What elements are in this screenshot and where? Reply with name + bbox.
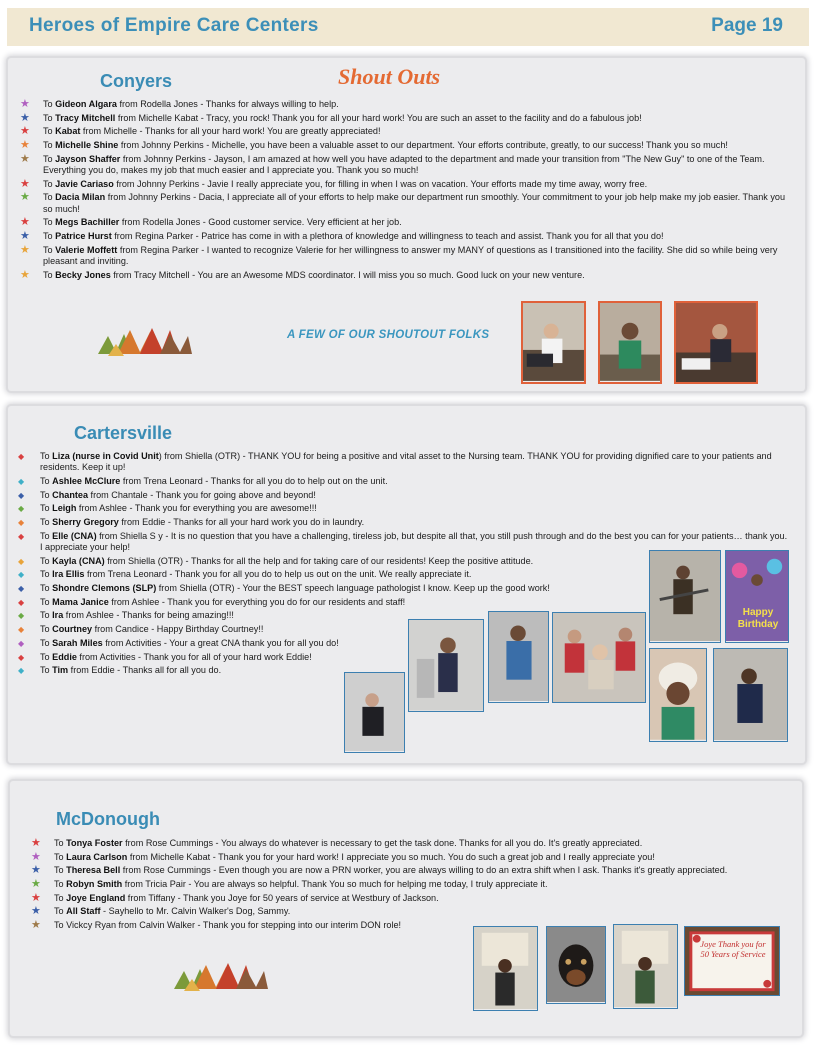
shoutout-message: from Shiella (OTR) - Your the BEST speech language pathologist I know. Keep up the good work! (156, 583, 550, 594)
shoutout-item (18, 489, 792, 501)
mcdonough-section (10, 781, 802, 1036)
star-bullet-icon: ★ (20, 191, 30, 204)
newsletter-title: Heroes of Empire Care Centers (29, 15, 319, 36)
shoutout-message: from Michelle Kabat - Tracy, you rock! Thank you for all your hard work! You are such an asset to the facility and do a fabulous job! (115, 112, 642, 123)
shoutout-prefix: To (40, 651, 53, 662)
shoutout-recipient: Liza (nurse in Covid Unit (52, 451, 159, 461)
shoutout-message: from Chantale - Thank you for going above and beyond! (88, 489, 316, 500)
shoutout-item (18, 451, 792, 474)
shoutout-recipient: Dacia Milan (55, 192, 106, 203)
staff-photo (521, 301, 586, 384)
shoutout-message: - Sayhello to Mr. Calvin Walker's Dog, Sammy. (100, 906, 291, 917)
conyers-section (8, 58, 805, 391)
diamond-bullet-icon: ◆ (18, 625, 25, 635)
shoutout-item (31, 864, 792, 877)
shoutout-item (20, 177, 791, 190)
shoutout-folks-caption: A FEW OF OUR SHOUTOUT FOLKS (287, 329, 490, 341)
shoutout-message: from Tiffany - Thank you Joye for 50 years of service at Westbury of Jackson. (125, 892, 439, 903)
shoutout-item (20, 268, 791, 281)
shoutout-message: from Regina Parker - I wanted to recognize Valerie for her willingness to answer my MANY of questions as I transitioned into the facility. She did so while being very pleasant and inviting. (43, 244, 778, 267)
shoutout-prefix: To (54, 879, 67, 890)
shoutout-item (18, 517, 792, 528)
shoutout-message: from Michelle - Thanks for all your hard work! You are greatly appreciated! (80, 126, 381, 137)
shoutout-prefix: To (43, 126, 56, 137)
shoutout-message: from Johnny Perkins - Jayson, I am amazed at how well you have adapted to the department and made your transition from "The New Guy" to one of the Team. Everything you do, makes my job that much easier and I appreciate you. Thank you so much! (43, 153, 765, 176)
shoutout-item (20, 216, 791, 229)
shoutout-recipient: Leigh (52, 503, 77, 514)
diamond-bullet-icon: ◆ (18, 518, 25, 528)
star-bullet-icon: ★ (20, 111, 30, 124)
staff-photo (649, 550, 721, 643)
shoutout-message: from Michelle Kabat - Thank you for your hard work! I appreciate you so much. You do such a great job and I really appreciate you! (127, 851, 655, 862)
page-number: Page 19 (711, 15, 783, 36)
shoutout-message: from Shiella (OTR) - Thanks for all the help and for taking care of our residents! Keep the positive attitude. (104, 555, 534, 566)
shoutout-item (20, 98, 791, 110)
diamond-bullet-icon: ◆ (18, 570, 25, 580)
shoutout-prefix: To (43, 192, 56, 203)
star-bullet-icon: ★ (20, 125, 30, 138)
staff-photo (344, 672, 405, 753)
shoutout-message: from Trena Leonard - Thanks for all you do to help out on the unit. (120, 475, 388, 486)
star-bullet-icon: ★ (20, 216, 30, 229)
diamond-bullet-icon: ◆ (18, 476, 25, 486)
shoutout-recipient: Laura Carlson (66, 851, 128, 862)
star-bullet-icon: ★ (31, 850, 41, 863)
conyers-title: Conyers (100, 71, 173, 91)
shoutout-prefix: To (40, 610, 53, 621)
shoutout-prefix: To (40, 555, 53, 566)
shoutout-prefix: To (40, 583, 53, 594)
star-bullet-icon: ★ (20, 243, 30, 256)
anniversary-cake-photo (684, 926, 780, 996)
shoutout-prefix: To (54, 865, 67, 876)
shoutout-prefix: To (40, 503, 53, 514)
shoutout-item (31, 837, 792, 849)
shoutout-message: from Tricia Pair - You are always so helpful. Thank You so much for helping me today, I truly appreciate it. (122, 879, 548, 890)
star-bullet-icon: ★ (20, 177, 30, 190)
shoutout-message: from Trena Leonard - Thank you for all you do to help us out on the unit. We really appreciate it. (84, 569, 472, 580)
shoutout-item (18, 665, 640, 676)
mcdonough-shoutout-list (31, 837, 792, 934)
shoutout-item (31, 919, 792, 932)
diamond-bullet-icon: ◆ (18, 584, 25, 594)
conyers-shoutout-list (20, 98, 791, 283)
shoutout-item (20, 125, 791, 138)
shoutout-recipient: Javie Cariaso (55, 178, 114, 189)
shoutout-prefix: To (54, 892, 67, 903)
staff-photo (713, 648, 788, 742)
staff-photo (552, 612, 646, 703)
shoutout-message: from Rodella Jones - Thanks for always willing to help. (116, 99, 339, 109)
shoutout-message: Vickcy Ryan from Calvin Walker - Thank you for stepping into our interim DON role! (66, 920, 402, 931)
shoutout-prefix: To (40, 451, 53, 461)
shoutout-recipient: Theresa Bell (66, 865, 121, 876)
shoutout-message: from Johnny Perkins - Dacia, I appreciate all of your efforts to help make our department run smoothly. Your commitment to your job help make my job easier. Thank you so much! (43, 192, 786, 214)
shoutout-prefix: To (43, 269, 56, 280)
diamond-bullet-icon: ◆ (18, 556, 25, 566)
cake-inscription: Joye Thank you for 50 Years of Service (700, 939, 766, 959)
star-bullet-icon: ★ (20, 230, 30, 243)
autumn-leaves-icon (170, 959, 270, 993)
shoutout-recipient: Sarah Miles (52, 637, 103, 648)
shoutout-prefix: To (40, 475, 53, 486)
diamond-bullet-icon: ◆ (18, 638, 25, 648)
shoutout-prefix: To (43, 244, 56, 255)
shoutout-message: from Ashlee - Thank you for everything you do for our residents and staff! (108, 596, 406, 607)
shoutout-recipient: Patrice Hurst (55, 231, 112, 242)
shoutout-item (18, 651, 640, 663)
shoutout-item (31, 891, 792, 904)
cartersville-title: Cartersville (74, 423, 173, 443)
shoutout-message: from Activities - Thank you for all of your hard work Eddie! (76, 651, 312, 662)
shoutout-message: from Shiella S y - It is no question that you have a challenging, tireless job, but despite all that, you still push through and do the best you can for your patients… thank you. I appreciate your help! (40, 530, 788, 553)
star-bullet-icon: ★ (31, 905, 41, 918)
shoutout-recipient: Megs Bachiller (55, 217, 120, 228)
shoutout-message: from Rodella Jones - Good customer service. Very efficient at her job. (119, 217, 402, 228)
birthday-photo (725, 550, 789, 643)
shoutout-prefix: To (43, 178, 56, 189)
shoutout-recipient: Joye England (66, 892, 126, 903)
shoutout-recipient: Ira Ellis (52, 569, 85, 580)
shoutout-item (31, 878, 792, 891)
shoutout-item (18, 637, 640, 649)
shout-outs-heading: Shout Outs (338, 64, 441, 89)
diamond-bullet-icon: ◆ (18, 652, 25, 662)
shoutout-item (18, 475, 792, 487)
dog-photo (546, 926, 606, 1004)
shoutout-prefix: To (54, 906, 67, 917)
star-bullet-icon: ★ (20, 139, 30, 152)
shoutout-recipient: Becky Jones (55, 269, 111, 280)
staff-photo (674, 301, 758, 384)
diamond-bullet-icon: ◆ (18, 490, 25, 500)
shoutout-item (18, 569, 640, 580)
shoutout-message: from Johnny Perkins - Javie I really appreciate you, for filling in when I was on vacation. Your efforts made my time away, worry free. (113, 178, 648, 189)
staff-photo (473, 926, 538, 1011)
shoutout-recipient: Ashlee McClure (52, 475, 121, 486)
shoutout-prefix: To (40, 665, 53, 676)
shoutout-recipient: Tonya Foster (66, 838, 123, 848)
shoutout-message: from Candice - Happy Birthday Courtney!! (92, 624, 264, 635)
star-bullet-icon: ★ (31, 864, 41, 877)
shoutout-prefix: To (43, 153, 56, 164)
shoutout-prefix: To (40, 517, 53, 528)
autumn-leaves-icon (94, 324, 194, 358)
shoutout-item (18, 610, 640, 621)
shoutout-item (20, 152, 791, 177)
staff-photo (613, 924, 678, 1009)
shoutout-item (18, 596, 640, 608)
shoutout-item (20, 139, 791, 152)
shoutout-message: from Rose Cummings - Even though you are now a PRN worker, you are always willing to do an extra shift when I ask. Thanks it's greatly appreciated. (120, 865, 728, 876)
diamond-bullet-icon: ◆ (18, 504, 25, 514)
shoutout-prefix: To (40, 530, 53, 541)
shoutout-message: from Regina Parker - Patrice has come in with a plethora of knowledge and willingness to teach and assist. Thank you for all that you do! (111, 231, 664, 242)
diamond-bullet-icon: ◆ (18, 611, 25, 621)
shoutout-prefix: To (40, 637, 53, 648)
shoutout-recipient: Robyn Smith (66, 879, 123, 890)
shoutout-recipient: Tim (52, 665, 69, 676)
diamond-bullet-icon: ◆ (18, 452, 25, 461)
star-bullet-icon: ★ (31, 919, 41, 932)
shoutout-prefix: To (43, 217, 56, 228)
shoutout-prefix: To (43, 231, 56, 242)
shoutout-recipient: All Staff (66, 906, 101, 917)
shoutout-item (20, 243, 791, 268)
mcdonough-title: McDonough (56, 809, 160, 829)
star-bullet-icon: ★ (20, 152, 30, 165)
shoutout-item (20, 111, 791, 124)
shoutout-message: from Rose Cummings - You always do whatever is necessary to get the task done. Thanks for all you do. It's greatly appreciated. (122, 838, 643, 848)
shoutout-message: from Ashlee - Thanks for being amazing!!! (63, 610, 234, 621)
shoutout-message: from Ashlee - Thank you for everything you are awesome!!! (76, 503, 317, 514)
shoutout-prefix: To (54, 920, 67, 931)
shoutout-prefix: To (54, 851, 67, 862)
shoutout-recipient: Eddie (52, 651, 77, 662)
shoutout-prefix: To (40, 569, 53, 580)
cartersville-section (8, 406, 805, 763)
star-bullet-icon: ★ (31, 837, 41, 849)
shoutout-prefix: To (40, 624, 53, 635)
shoutout-prefix: To (54, 838, 67, 848)
staff-photo (598, 301, 662, 384)
shoutout-recipient: Kayla (CNA) (52, 555, 105, 566)
happy-birthday-banner: Happy Birthday (737, 607, 779, 630)
shoutout-recipient: Tracy Mitchell (55, 112, 116, 123)
shoutout-prefix: To (43, 99, 56, 109)
diamond-bullet-icon: ◆ (18, 666, 25, 676)
shoutout-recipient: Chantea (52, 489, 89, 500)
shoutout-item (18, 555, 640, 567)
shoutout-message: from Activities - Your a great CNA thank you for all you do! (102, 637, 339, 648)
shoutout-prefix: To (40, 489, 53, 500)
shoutout-prefix: To (43, 112, 56, 123)
shoutout-item (18, 624, 640, 635)
diamond-bullet-icon: ◆ (18, 597, 25, 607)
star-bullet-icon: ★ (31, 891, 41, 904)
shoutout-recipient: Gideon Algara (55, 99, 117, 109)
shoutout-prefix: To (43, 140, 56, 151)
shoutout-recipient: Mama Janice (52, 596, 109, 607)
shoutout-recipient: Courtney (52, 624, 93, 635)
shoutout-prefix: To (40, 596, 53, 607)
page-header (7, 8, 809, 46)
shoutout-message: ) from Shiella (OTR) - THANK YOU for being a positive and vital asset to the Nursing team. THANK YOU for providing dignified care to your patients and residents. Keep it up! (40, 451, 772, 473)
shoutout-item (20, 191, 791, 215)
shoutout-item (31, 905, 792, 918)
diamond-bullet-icon: ◆ (18, 531, 25, 541)
shoutout-item (20, 230, 791, 243)
shoutout-message: from Tracy Mitchell - You are an Awesome MDS coordinator. I will miss you so much. Good luck on your new venture. (110, 269, 585, 280)
shoutout-item (18, 503, 792, 514)
shoutout-message: from Eddie - Thanks all for all you do. (68, 665, 222, 676)
shoutout-recipient: Valerie Moffett (55, 244, 118, 255)
shoutout-recipient: Elle (CNA) (52, 530, 97, 541)
staff-photo (408, 619, 484, 712)
shoutout-recipient: Michelle Shine (55, 140, 119, 151)
staff-photo (488, 611, 549, 703)
shoutout-message: from Johnny Perkins - Michelle, you have been a valuable asset to our department. Your efforts contribute, greatly, to our success! Thank you so much! (118, 140, 728, 151)
shoutout-message: from Eddie - Thanks for all your hard work you do in laundry. (118, 517, 365, 528)
shoutout-recipient: Kabat (55, 126, 81, 137)
shoutout-recipient: Jayson Shaffer (55, 153, 121, 164)
star-bullet-icon: ★ (20, 268, 30, 281)
shoutout-recipient: Sherry Gregory (52, 517, 119, 528)
shoutout-recipient: Shondre Clemons (SLP) (52, 583, 157, 594)
star-bullet-icon: ★ (20, 98, 30, 110)
star-bullet-icon: ★ (31, 878, 41, 891)
shoutout-item (31, 850, 792, 863)
staff-photo (649, 648, 707, 742)
shoutout-recipient: Ira (52, 610, 64, 621)
shoutout-item (18, 583, 640, 594)
